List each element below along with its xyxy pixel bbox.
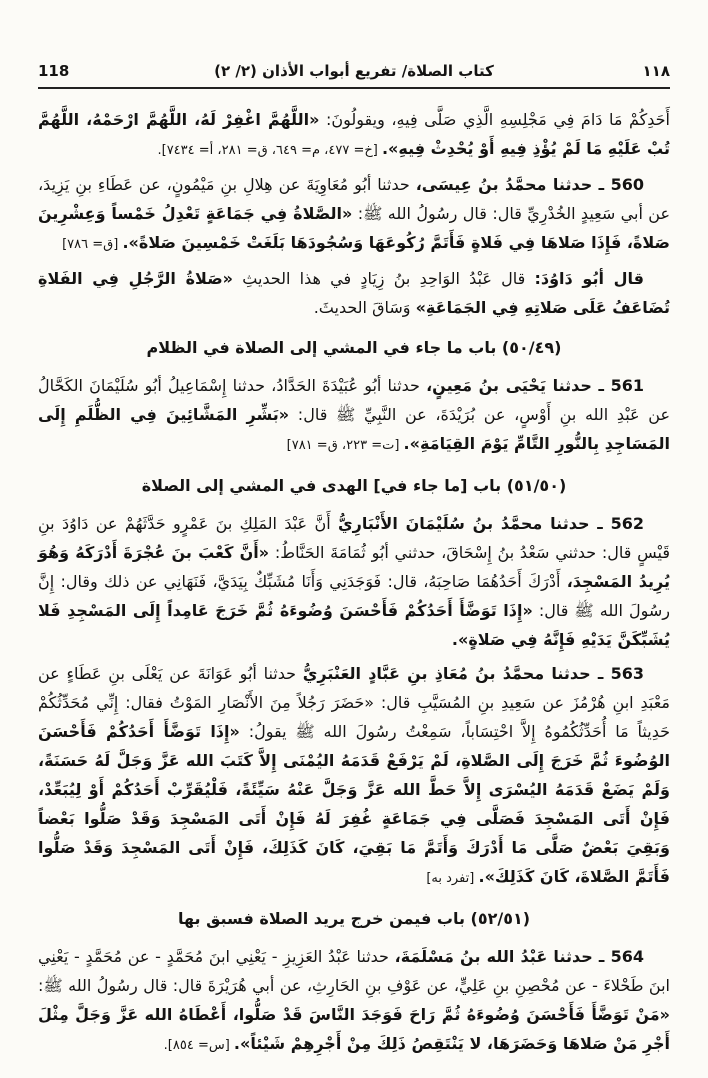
matn-text: «الصَّلاةُ فِي جَمَاعَةٍ تَعْدِلُ خَمْساً وَعِشْرِينَ صَلاةً، فَإِذَا صَلاهَا فِي فَلاةٍ فَأَتَمَّ رُكُوعَهَا وَسُجُودَهَا بَلَغَتْ خَمْسِينَ صَلاةً». (38, 204, 670, 252)
page-header (38, 62, 670, 89)
matn-text: 562 ـ حدثنا محمَّدُ بنُ سُلَيْمَانَ الأَنْبَارِيُّ (338, 514, 645, 533)
matn-text: (٥٢/٥١) باب فيمن خرج يريد الصلاة فسبق بها (177, 909, 531, 928)
isnad-text: حدثنا أبُو مُعَاوِيَةَ عن هِلالِ بنِ مَيْمُونٍ، عن عَطَاءِ بنِ يَزِيدَ، عن أبي سَعِيدٍ الخُدْرِيِّ قال: قال رسُولُ الله ﷺ: (38, 175, 670, 223)
page-body (38, 105, 670, 1060)
matn-text: «اللَّهُمَّ اغْفِرْ لَهُ، اللَّهُمَّ ارْحَمْهُ، اللَّهُمَّ تُبْ عَلَيْهِ مَا لَمْ يُؤْذِ فِيهِ أَوْ يُحْدِثْ فِيهِ». (38, 110, 670, 158)
chapter-heading (38, 333, 670, 362)
paragraph (38, 942, 670, 1060)
isnad-text: أَنَّ عَبْدَ المَلِكِ بنَ عَمْرٍو حَدَّثَهُمْ عن دَاوُدَ بنِ قَيْسٍ قال: حدثني سَعْدُ بنُ إِسْحَاقَ، حدثني أبُو ثُمَامَةَ الحَنَّاطُ: (38, 514, 670, 562)
isnad-text: قال عَبْدُ الوَاحِدِ بنُ زِيَادٍ في هذا الحديثِ (233, 269, 535, 288)
matn-text: (٥١/٥٠) باب [ما جاء في] الهدى في المشي إلى الصلاة (141, 476, 567, 495)
isnad-text: حدثنا أبُو عُبَيْدَةَ الحَدَّادُ، حدثنا إِسْمَاعِيلُ أبُو سُلَيْمَانَ الكَحَّالُ عن عَبْدِ الله بنِ أَوْسٍ، عن بُرَيْدَةَ، عن النَّبِيِّ ﷺ قال: (38, 376, 670, 424)
matn-text: 560 ـ حدثنا محمَّدُ بنُ عِيسَى، (415, 175, 644, 194)
isnad-text: حدثنا عَبْدُ العَزِيزِ - يَعْنِي ابنَ مُحَمَّدٍ - عن مُحَمَّدٍ - يَعْنِي ابنَ طَحْلاءَ - عن مُحْصِنِ بنِ عَلِيٍّ، عن عَوْفِ بنِ الحَارِثِ، عن أبي هُرَيْرَةَ قال: قال رسُولُ الله ﷺ: (38, 947, 670, 995)
paragraph (38, 264, 670, 322)
paragraph (38, 371, 670, 460)
matn-text: «بَشِّرِ المَشَّائِينَ فِي الظُّلَمِ إِلَى المَسَاجِدِ بِالنُّورِ التَّامِّ يَوْمَ القِيَامَةِ». (38, 405, 670, 453)
matn-text: 561 ـ حدثنا يَحْيَى بنُ مَعِينٍ، (426, 376, 645, 395)
takhrij-reference: [ت= ٢٢٣، ق= ٧٨١] (286, 438, 404, 453)
chapter-heading (38, 904, 670, 933)
isnad-text: أَحَدِكُمْ مَا دَامَ فِي مَجْلِسِهِ الَّذِي صَلَّى فِيهِ، ويقولُونَ: (319, 110, 670, 129)
paragraph (38, 105, 670, 165)
paragraph (38, 659, 670, 893)
matn-text: قال أبُو دَاوُدَ: (534, 269, 645, 288)
page-number-arabic: ١١٨ (642, 62, 670, 80)
chapter-heading (38, 471, 670, 500)
takhrij-reference: [س= ٨٥٤]. (163, 1038, 234, 1053)
matn-text: «إِذَا تَوَضَّأَ أَحَدُكُمْ فَأَحْسَنَ الوُضُوءَ ثُمَّ خَرَجَ إِلَى الصَّلاةِ، لَمْ يَرْفَعْ قَدَمَهُ اليُمْنَى إِلاَّ كَتَبَ الله عَزَّ وَجَلَّ لَهُ حَسَنَةً، وَلَمْ يَضَعْ قَدَمَهُ اليُسْرَى إِلاَّ حَطَّ الله عَزَّ وَجَلَّ عَنْهُ سَيِّئَةً، فَلْيُقَرِّبْ أَحَدُكُمْ أَوْ لِيُبَعِّدْ، فَإِنْ أَتَى المَسْجِدَ فَصَلَّى فِي جَمَاعَةٍ غُفِرَ لَهُ فَإِنْ أَتَى المَسْجِدَ وَقَدْ صَلُّوا بَعْضاً وَبَقِيَ بَعْضٌ صَلَّى مَا أَدْرَكَ وَأَتَمَّ مَا بَقِيَ، كَانَ كَذَلِكَ، فَإِنْ أَتَى المَسْجِدَ وَقَدْ صَلُّوا فَأَتَمَّ الصَّلاةَ، كَانَ كَذَلِكَ». (38, 722, 670, 886)
book-section-title: كتاب الصلاة/ تفريع أبواب الأذان (٢/ ٢) (214, 62, 494, 80)
matn-text: 563 ـ حدثنا محمَّدُ بنُ مُعَاذِ بنِ عَبَّادٍ العَنْبَرِيُّ (302, 664, 644, 683)
paragraph (38, 509, 670, 654)
takhrij-reference: [تفرد به] (426, 871, 479, 886)
paragraph (38, 170, 670, 259)
matn-text: «إِذَا تَوَضَّأَ أَحَدُكُمْ فَأَحْسَنَ وُضُوءَهُ ثُمَّ خَرَجَ عَامِداً إِلَى المَسْجِدِ فَلا يُشَبِّكَنَّ يَدَيْهِ فَإِنَّهُ فِي صَلاةٍ». (38, 601, 670, 649)
matn-text: «صَلاةُ الرَّجُلِ فِي الفَلاةِ تُضَاعَفُ عَلَى صَلاتِهِ فِي الجَمَاعَةِ» (38, 269, 670, 317)
isnad-text: أَدْرَكَ أَحَدُهُمَا صَاحِبَهُ، قال: فَوَجَدَنِي وَأَنَا مُشَبِّكٌ بِيَدَيَّ، فَنَهَانِي عن ذلك وقال: إِنَّ رسُولَ الله ﷺ قال: (38, 572, 670, 620)
takhrij-reference: [ق= ٧٨٦] (62, 237, 123, 252)
matn-text: «مَنْ تَوَضَّأَ فَأَحْسَنَ وُضُوءَهُ ثُمَّ رَاحَ فَوَجَدَ النَّاسَ قَدْ صَلُّوا، أَعْطَاهُ الله عَزَّ وَجَلَّ مِثْلَ أَجْرِ مَنْ صَلاهَا وَحَضَرَهَا، لا يَنْتَقِصُ ذَلِكَ مِنْ أَجْرِهِمْ شَيْئاً». (38, 1005, 670, 1053)
takhrij-reference: [خ= ٤٧٧، م= ٦٤٩، ق= ٢٨١، أ= ٧٤٣٤]. (157, 143, 382, 158)
matn-text: «أَنَّ كَعْبَ بنَ عُجْرَةَ أَدْرَكَهُ وَهُوَ يُرِيدُ المَسْجِدَ، (38, 543, 670, 591)
isnad-text: وَسَاقَ الحديثَ. (313, 298, 416, 317)
matn-text: 564 ـ حدثنا عَبْدُ الله بنُ مَسْلَمَةَ، (394, 947, 644, 966)
isnad-text: حدثنا أبُو عَوَانَةَ عن يَعْلَى بنِ عَطَاءٍ عن مَعْبَدِ ابنِ هُرْمُزَ عن سَعِيدِ بنِ المُسَيَّبِ قال: «حَضَرَ رَجُلاً مِنَ الأَنْصَارِ المَوْتُ فقال: إِنِّي مُحَدِّثُكُمْ حَدِيثاً مَا أُحَدِّثُكُمُوهُ إِلاَّ احْتِسَاباً، سَمِعْتُ رسُولَ الله ﷺ يقولُ: (38, 664, 670, 741)
matn-text: (٥٠/٤٩) باب ما جاء في المشي إلى الصلاة في الظلام (146, 338, 562, 357)
page-number-latin: 118 (38, 62, 70, 80)
